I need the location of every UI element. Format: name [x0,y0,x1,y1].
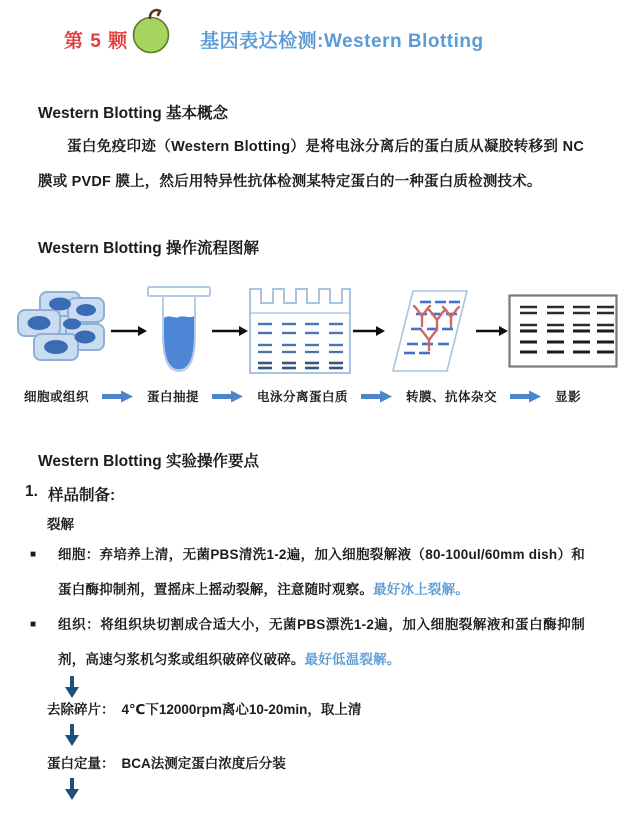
flow-diagram-heading: Western Blotting 操作流程图解 [38,240,260,257]
key-points-heading: Western Blotting 实验操作要点 [38,453,260,470]
arrow-right-icon [111,324,147,338]
cells-icon [16,290,110,372]
apple-icon [130,6,172,56]
bullet-highlight: 最好低温裂解。 [304,652,401,667]
bullet-text: 细胞：弃培养上清，无菌PBS清洗1-2遍，加入细胞裂解液（80-100ul/60mm dish）和蛋白酶抑制剂，置摇床上摇动裂解，注意随时观察。 [58,547,585,597]
concept-heading: Western Blotting 基本概念 [38,105,229,122]
flow-step-label: 细胞或组织 [24,390,90,404]
down-arrow-icon [64,778,80,801]
film-icon [508,294,618,368]
flow-step-label: 显影 [555,390,582,404]
debris-removal-step [47,698,361,718]
arrow-right-icon [212,324,248,338]
flow-step-text: BCA法测定蛋白浓度后分装 [121,756,286,771]
bullet-highlight: 最好冰上裂解。 [373,582,470,597]
step-number: 1. [25,483,38,500]
bullet-tissue [30,607,588,677]
bullet-tissue-text [58,607,585,677]
blue-arrow-right-icon [510,390,542,403]
bullet-cells [30,537,588,607]
flow-step-text: 4℃下12000rpm离心10-20min，取上清 [121,702,362,717]
membrane-icon [385,287,475,375]
page-header [64,22,484,56]
flow-step-label: 去除碎片： [47,702,115,717]
tube-icon [147,285,211,377]
bullet-marker-icon: ■ [30,619,37,630]
flow-step-label: 蛋白定量： [47,756,115,771]
lesson-number: 第 5 颗 [64,30,129,52]
gel-icon [248,287,352,375]
flow-step-label: 转膜、抗体杂交 [406,390,498,404]
down-arrow-icon [64,724,80,747]
blue-arrow-right-icon [361,390,393,403]
protein-quantification-step [47,752,286,772]
flow-step-label: 电泳分离蛋白质 [257,390,349,404]
down-arrow-icon [64,676,80,699]
bullet-cells-text [58,537,585,607]
process-flow-labels [24,387,581,405]
bullet-marker-icon: ■ [30,549,37,560]
blue-arrow-right-icon [212,390,244,403]
step-title-text: 样品制备: [47,487,116,504]
flow-step-label: 蛋白抽提 [147,390,200,404]
arrow-right-icon [476,324,508,338]
blue-arrow-right-icon [102,390,134,403]
lysis-subheading: 裂解 [47,517,74,532]
step-title [25,483,115,505]
bullet-text: 组织：将组织块切割成合适大小，无菌PBS漂洗1-2遍，加入细胞裂解液和蛋白酶抑制剂，高速匀浆机匀浆或组织破碎仪破碎。 [58,617,585,667]
page-title: 基因表达检测:Western Blotting [200,30,484,52]
concept-paragraph: 蛋白免疫印迹（Western Blotting）是将电泳分离后的蛋白质从凝胶转移到 NC 膜或 PVDF 膜上，然后用特异性抗体检测某特定蛋白的一种蛋白质检测技术。 [38,139,584,190]
arrow-right-icon [353,324,385,338]
process-diagram [16,281,618,381]
